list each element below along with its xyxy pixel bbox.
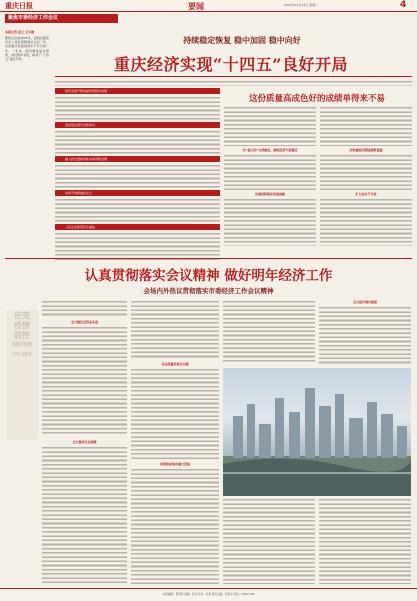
campaign-tag-line: 中心城市 — [11, 352, 32, 358]
subhead: 全力提升城市能级 — [352, 300, 377, 304]
highlight-item — [55, 190, 220, 226]
kicker: 持续稳定恢复 稳中加固 稳中向好 — [183, 35, 301, 45]
highlight-title: 融入新发展格局抓实取得新进展 — [55, 156, 220, 162]
highlight-item — [55, 122, 220, 158]
right-body — [224, 154, 316, 190]
campaign-tag-line: 国际消费 — [11, 342, 32, 348]
subhead: 全力做好民生保障 — [72, 440, 97, 444]
right-body — [224, 106, 316, 146]
page-number: 4 — [400, 0, 407, 10]
divider — [5, 258, 412, 259]
subhead: 以高质量发展为主题 — [161, 362, 189, 366]
highlight-item — [55, 88, 220, 124]
subhead: 持续推动城乡融合发展 — [159, 462, 190, 466]
main-headline: 重庆经济实现“十四五”良好开局 — [114, 55, 348, 74]
article-body — [42, 300, 127, 318]
divider — [55, 76, 412, 77]
highlights-list — [55, 88, 220, 258]
subhead: 全力稳住经济基本盘 — [70, 320, 98, 324]
article-body — [131, 368, 219, 460]
highlight-body — [55, 96, 220, 124]
skyline-illustration — [223, 368, 411, 496]
city-skyline-photo — [223, 368, 411, 496]
campaign-tag-line: 防控 — [14, 330, 30, 340]
article-body — [223, 300, 315, 364]
highlight-body — [55, 164, 220, 192]
right-body — [224, 198, 316, 246]
second-subheadline: 会场内外热议贯彻落实市委经济工作会议精神 — [143, 287, 274, 295]
right-subhead: 加快建设西部陆海新通道 — [349, 148, 383, 152]
highlight-title: 改革开放释放新活力 — [55, 190, 220, 196]
issue-date: 2021年12月21日 星期二 — [284, 3, 319, 7]
article-body — [319, 498, 411, 584]
highlight-item — [55, 156, 220, 192]
right-body — [320, 106, 412, 146]
right-subhead: 以“重大的”为战略位，确保经济大局稳定 — [242, 148, 298, 152]
highlight-title: 高质量发展迈出新步伐 — [55, 122, 220, 128]
right-subhead: 扩大高水平开放 — [355, 192, 377, 196]
article-body — [319, 306, 411, 364]
left-column — [5, 30, 49, 245]
footer-credits: 本版编辑：黎荔萍 美编：张华 校对：刘青 值班主编：何建华 电话：63907188 — [0, 588, 417, 601]
highlight-title: 人民生活改善民生福祉 — [55, 224, 220, 230]
right-body — [320, 198, 412, 246]
section-title: 要闻 — [188, 1, 204, 11]
article-body — [131, 468, 219, 584]
highlight-item — [55, 224, 220, 260]
highlight-body — [55, 130, 220, 158]
right-subhead: 实施创新驱动发展战略 — [254, 192, 285, 196]
campaign-tag — [6, 310, 38, 440]
right-headline: 这份质量高成色好的成绩单得来不易 — [248, 94, 385, 104]
campaign-tag-line: 疫情 — [14, 320, 30, 330]
highlight-title: 经济发展平稳恢复转型稳步加速 — [55, 88, 220, 94]
newspaper-logo: 重庆日报 — [5, 1, 33, 10]
article-body — [223, 498, 315, 584]
highlight-body — [55, 198, 220, 226]
article-body — [42, 326, 127, 436]
intro-text — [55, 80, 412, 86]
highlight-body — [55, 232, 220, 260]
byline: 本报记者 夏元 王天翊 — [5, 30, 35, 34]
second-headline: 认真贯彻落实会议精神 做好明年经济工作 — [84, 268, 333, 284]
article-body — [42, 446, 127, 584]
left-column-lead: 都将过去的2021年，是我们国家历史上具有里程碑意义的一年，也是重庆发展进程中不平凡的一年。一年来，面对错综复杂形势，我们稳中求进，取得了“十四五”良好开局。 — [5, 36, 49, 62]
article-body — [131, 300, 219, 360]
campaign-tag-line: 应变 — [14, 310, 30, 320]
masthead — [0, 0, 417, 12]
right-body — [320, 154, 412, 190]
topic-tag: 聚焦市委经济工作会议 — [5, 14, 118, 23]
